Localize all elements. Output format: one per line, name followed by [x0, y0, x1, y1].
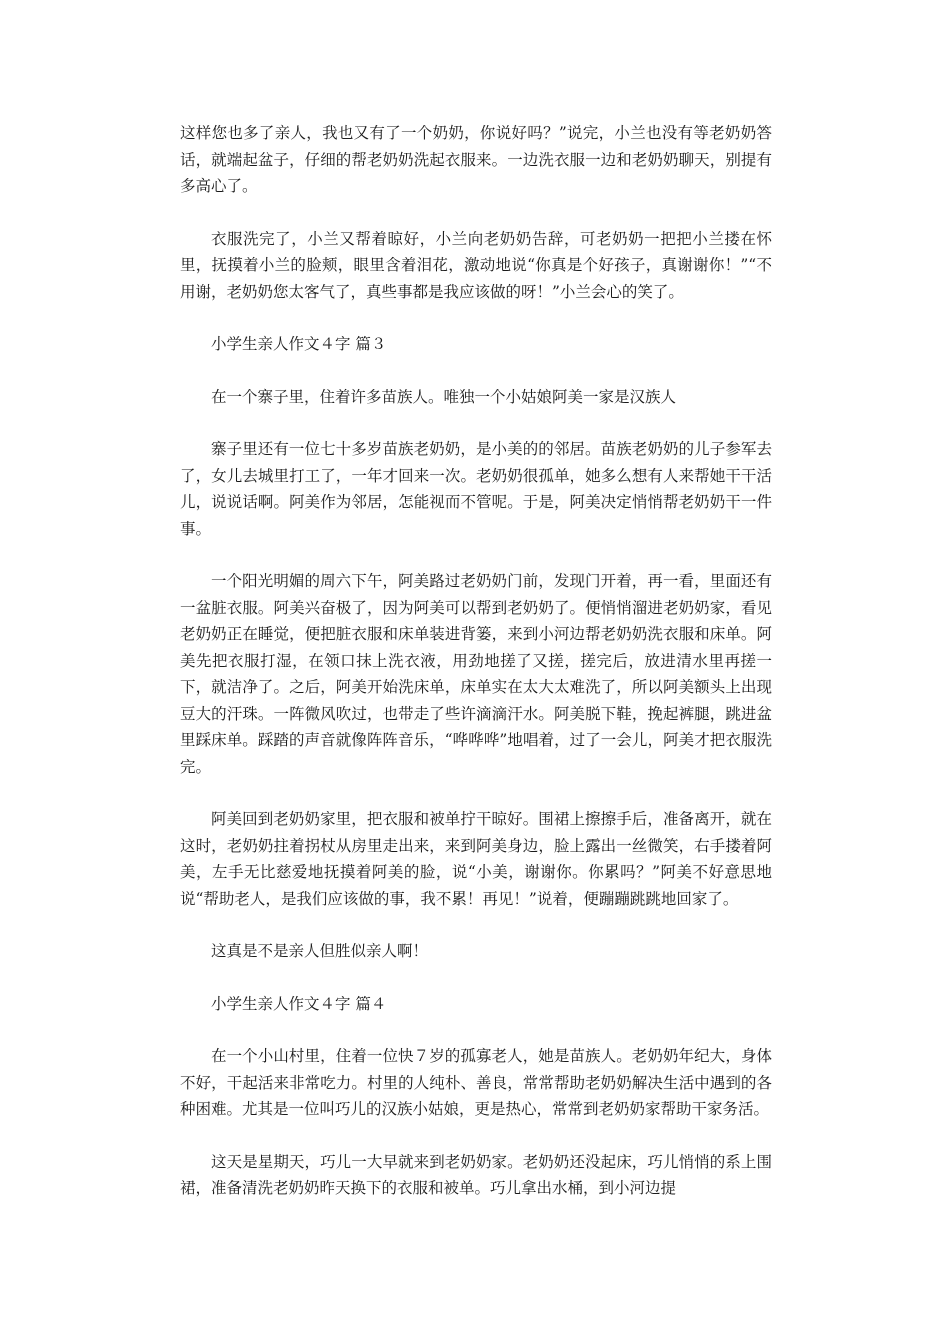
- paragraph: 阿美回到老奶奶家里，把衣服和被单拧干晾好。围裙上擦擦手后，准备离开，就在这时，老奶奶拄着拐杖从房里走出来，来到阿美身边，脸上露出一丝微笑，右手搂着阿美，左手无比慈爱地抚摸着阿美的脸，说“小美，谢谢你。你累吗？”阿美不好意思地说“帮助老人，是我们应该做的事，我不累！再见！”说着，便蹦蹦跳跳地回家了。: [180, 810, 772, 908]
- section-heading: 小学生亲人作文４字 篇４: [211, 994, 387, 1013]
- paragraph: 一个阳光明媚的周六下午，阿美路过老奶奶门前，发现门开着，再一看，里面还有一盆脏衣服。阿美兴奋极了，因为阿美可以帮到老奶奶了。便悄悄溜进老奶奶家，看见老奶奶正在睡觉，便把脏衣服和床单装进背篓，来到小河边帮老奶奶洗衣服和床单。阿美先把衣服打湿，在领口抹上洗衣液，用劲地搓了又搓，搓完后，放进清水里再搓一下，就洁净了。之后，阿美开始洗床单，床单实在太大太难洗了，所以阿美额头上出现豆大的汗珠。一阵微风吹过，也带走了些许滴滴汗水。阿美脱下鞋，挽起裤腿，跳进盆里踩床单。踩踏的声音就像阵阵音乐，“哗哗哗”地唱着，过了一会儿，阿美才把衣服洗完。: [180, 572, 772, 776]
- paragraph: 寨子里还有一位七十多岁苗族老奶奶，是小美的的邻居。苗族老奶奶的儿子参军去了，女儿去城里打工了，一年才回来一次。老奶奶很孤单，她多么想有人来帮她干干活儿，说说话啊。阿美作为邻居，怎能视而不管呢。于是，阿美决定悄悄帮老奶奶干一件事。: [180, 440, 772, 538]
- section-heading: 小学生亲人作文４字 篇３: [211, 335, 387, 353]
- paragraph: 衣服洗完了，小兰又帮着晾好，小兰向老奶奶告辞，可老奶奶一把把小兰搂在怀里，抚摸着小兰的脸颊，眼里含着泪花，激动地说“你真是个好孩子，真谢谢你！”“不用谢，老奶奶您太客气了，真些事都是我应该做的呀！”小兰会心的笑了。: [180, 229, 772, 301]
- paragraph: 在一个小山村里，住着一位快７岁的孤寡老人，她是苗族人。老奶奶年纪大，身体不好，干起活来非常吃力。村里的人纯朴、善良，常常帮助老奶奶解决生活中遇到的各种困难。尤其是一位叫巧儿的汉族小姑娘，更是热心，常常到老奶奶家帮助干家务活。: [180, 1047, 772, 1118]
- paragraph: 这样您也多了亲人，我也又有了一个奶奶，你说好吗？”说完，小兰也没有等老奶奶答话，就端起盆子，仔细的帮老奶奶洗起衣服来。一边洗衣服一边和老奶奶聊天，别提有多高心了。: [180, 124, 772, 195]
- paragraph: 这真是不是亲人但胜似亲人啊！: [211, 942, 429, 960]
- paragraph: 这天是星期天，巧儿一大早就来到老奶奶家。老奶奶还没起床，巧儿悄悄的系上围裙，准备清洗老奶奶昨天换下的衣服和被单。巧儿拿出水桶，到小河边提: [180, 1152, 772, 1197]
- paragraph: 在一个寨子里，住着许多苗族人。唯独一个小姑娘阿美一家是汉族人: [211, 387, 677, 406]
- document-body: [180, 120, 772, 1228]
